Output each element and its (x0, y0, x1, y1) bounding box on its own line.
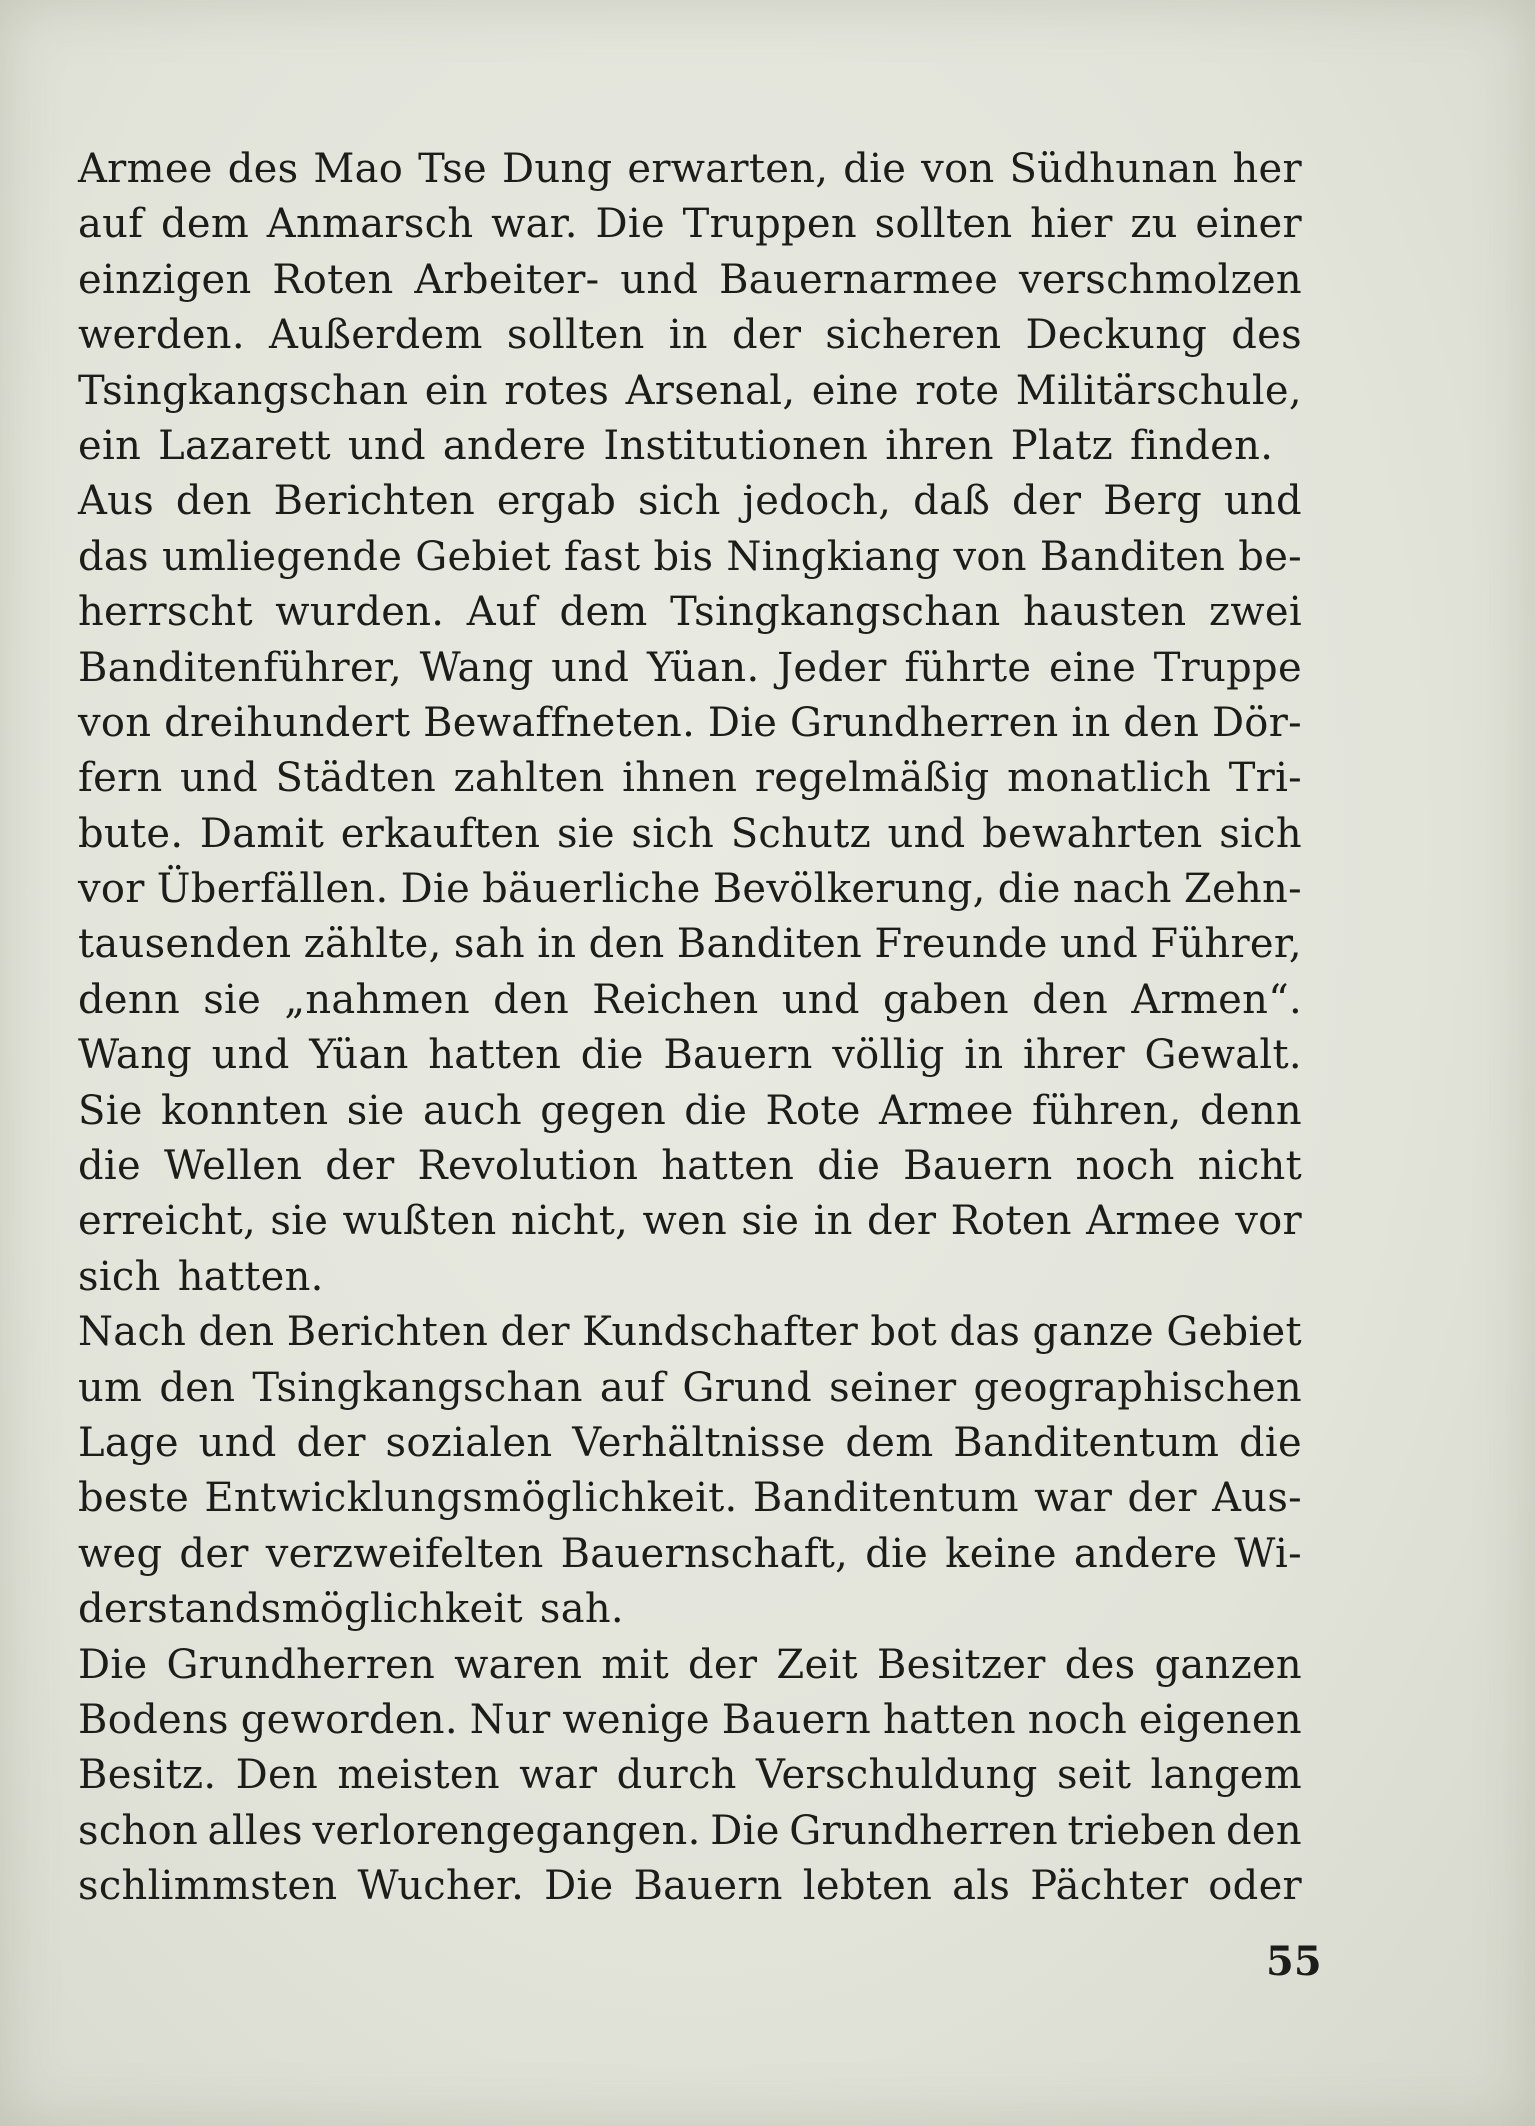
word: Bauern (721, 1696, 872, 1743)
word: Tse (418, 146, 488, 192)
word: Wang (78, 1032, 193, 1079)
word: den (159, 1364, 236, 1411)
word: Führer, (1150, 921, 1302, 968)
word: einzigen (78, 256, 252, 303)
text-line (78, 641, 1302, 696)
word: schon (78, 1807, 199, 1854)
word: verzweifelten (265, 1530, 544, 1577)
word: weg (78, 1530, 163, 1577)
word: Arbeiter- (414, 256, 600, 303)
word: sozialen (385, 1419, 553, 1466)
word: dreihundert (164, 699, 411, 746)
word: des (227, 146, 299, 192)
word: zahlten (453, 755, 605, 802)
word: Jeder (777, 644, 887, 691)
word: in (1071, 699, 1111, 746)
word: Deckung (1025, 312, 1208, 359)
word: erkauften (340, 810, 541, 857)
word: nach (1072, 866, 1172, 913)
word: um (78, 1364, 143, 1411)
word: Wang (419, 644, 534, 691)
word: Grundherren (789, 1807, 1058, 1854)
word: werden. (78, 312, 245, 359)
word: vor (78, 866, 145, 913)
word: in (537, 921, 577, 968)
word: der (1127, 1475, 1197, 1522)
text-line (78, 142, 1302, 197)
word: Militärschule, (1015, 367, 1302, 414)
word: meisten (337, 1752, 500, 1799)
word: der (296, 1419, 366, 1466)
word: erreicht, (78, 1198, 257, 1245)
word: Wucher. (357, 1863, 525, 1910)
word: rote (915, 367, 1000, 414)
word: Revolution (417, 1143, 639, 1190)
word: bis (653, 533, 714, 580)
word: der (325, 1143, 395, 1190)
word: den (493, 976, 570, 1023)
word: die (865, 1530, 929, 1577)
word: Armee (878, 1087, 1014, 1134)
word: Banditenführer, (78, 644, 402, 691)
word: des (1064, 1641, 1136, 1688)
word: erwarten, (627, 146, 829, 192)
word: den (1225, 1807, 1302, 1854)
word: dem (845, 1419, 934, 1466)
word: „nahmen (284, 976, 470, 1023)
word: Bauern (663, 1032, 813, 1079)
word: hausten (1022, 589, 1187, 636)
word: Berg (1103, 478, 1203, 525)
word: Zehn- (1183, 866, 1302, 913)
word: noch (1075, 1143, 1175, 1190)
word: als (952, 1863, 1011, 1910)
word: ganze (1032, 1309, 1155, 1356)
word: völlig (832, 1032, 945, 1079)
word: derstandsmöglichkeit (78, 1586, 523, 1633)
word: andere (442, 422, 587, 469)
word: die (684, 1087, 748, 1134)
word: schlimmsten (78, 1863, 338, 1910)
word: dem (161, 201, 250, 248)
word: die (817, 1143, 881, 1190)
word: Verschuldung (756, 1752, 1038, 1799)
word: hatten (661, 1143, 795, 1190)
text-line (78, 1582, 1302, 1637)
word: fast (563, 533, 641, 580)
word: geographischen (973, 1364, 1302, 1411)
word: sie (270, 1198, 329, 1245)
word: dem (559, 589, 648, 636)
text-line (78, 917, 1302, 972)
word: Tsingkangschan (78, 367, 409, 414)
word: war. (491, 201, 578, 248)
word: Lage (78, 1419, 179, 1466)
word: wußten (342, 1198, 497, 1245)
word: ihnen (622, 755, 738, 802)
word: finden. (1130, 422, 1274, 469)
word: Aus- (1212, 1475, 1302, 1522)
word: die (997, 866, 1061, 913)
word: konnten (161, 1087, 329, 1134)
word: Zeit (776, 1641, 858, 1688)
text-line (78, 973, 1302, 1028)
word: Roten (950, 1198, 1072, 1245)
word: Die (710, 1807, 780, 1854)
word: jedoch, (742, 478, 892, 525)
word: das (949, 1309, 1021, 1356)
word: zählte, (303, 921, 442, 968)
word: Arsenal, (625, 367, 796, 414)
word: führen, (1032, 1087, 1182, 1134)
text-line (78, 1859, 1302, 1914)
word: und (551, 644, 630, 691)
word: hatten (428, 1032, 562, 1079)
word: Besitz. (78, 1752, 217, 1799)
text-line (78, 585, 1302, 640)
word: Platz (1010, 422, 1113, 469)
word: Die (400, 866, 471, 913)
word: auf (78, 201, 144, 248)
text-line (78, 1139, 1302, 1194)
word: gegen (540, 1087, 667, 1134)
word: von (953, 533, 1027, 580)
word: Außerdem (268, 312, 483, 359)
word: Bauernarmee (719, 256, 999, 303)
word: tausenden (78, 921, 292, 968)
word: Bevölkerung, (712, 866, 986, 913)
text-line (78, 751, 1302, 806)
text-line (78, 308, 1302, 363)
word: der (731, 312, 802, 359)
word: Überfällen. (156, 866, 389, 913)
word: bute. (78, 810, 184, 857)
word: daß (913, 478, 991, 525)
word: Bauern (633, 1863, 783, 1910)
text-line (78, 474, 1302, 529)
word: Yüan. (646, 644, 760, 691)
word: mit (601, 1641, 669, 1688)
word: der (688, 1641, 758, 1688)
word: sah. (539, 1586, 624, 1633)
word: bot (870, 1309, 938, 1356)
word: sicheren (825, 312, 1002, 359)
word: regelmäßig (754, 755, 990, 802)
text-line (78, 1638, 1302, 1693)
word: waren (454, 1641, 583, 1688)
word: Bauern (903, 1143, 1053, 1190)
word: Wellen (163, 1143, 303, 1190)
word: auf (599, 1364, 666, 1411)
word: und (347, 422, 426, 469)
word: führte (904, 644, 1032, 691)
word: Truppe (1153, 644, 1302, 691)
word: bäuerliche (482, 866, 701, 913)
text-line (78, 807, 1302, 862)
word: wenige (562, 1696, 710, 1743)
word: von (78, 699, 152, 746)
text-line (78, 696, 1302, 751)
word: Dung (501, 146, 613, 192)
word: Mao (313, 146, 404, 192)
word: Gebiet (415, 533, 551, 580)
word: und (211, 1032, 290, 1079)
word: sich (638, 478, 721, 525)
word: des (1231, 312, 1302, 359)
word: die (843, 146, 907, 192)
word: Truppen (682, 201, 857, 248)
word: sie (203, 976, 262, 1023)
word: monatlich (1007, 755, 1212, 802)
word: nicht, (510, 1198, 629, 1245)
text-line (78, 530, 1302, 585)
word: den (1032, 976, 1109, 1023)
word: ganzen (1154, 1641, 1302, 1688)
word: in (668, 312, 708, 359)
word: Den (235, 1752, 319, 1799)
word: und (180, 755, 259, 802)
word: eigenen (1138, 1696, 1302, 1743)
word: Freunde (874, 921, 1048, 968)
word: ihrer (1022, 1032, 1125, 1079)
word: seit (1056, 1752, 1132, 1799)
word: ergab (496, 478, 617, 525)
word: denn (1199, 1087, 1302, 1134)
text-line (78, 1250, 1302, 1305)
word: Banditen (1039, 533, 1226, 580)
word: Armen“. (1131, 976, 1302, 1023)
word: ein (424, 367, 488, 414)
text-line (78, 862, 1302, 917)
text-line (78, 1194, 1302, 1249)
text-line (78, 1416, 1302, 1471)
word: Tri- (1228, 755, 1302, 802)
text-line (78, 1084, 1302, 1139)
word: das (78, 533, 149, 580)
word: alles (207, 1807, 303, 1854)
word: Sie (78, 1087, 143, 1134)
word: Armee (1086, 1198, 1221, 1245)
word: Yüan (309, 1032, 409, 1079)
word: geworden. (240, 1696, 458, 1743)
word: Aus (78, 478, 155, 525)
word: eine (1048, 644, 1137, 691)
text-line (78, 1804, 1302, 1859)
word: Besitzer (876, 1641, 1046, 1688)
word: Lazarett (158, 422, 331, 469)
word: Pächter (1030, 1863, 1189, 1910)
word: der (867, 1198, 937, 1245)
word: und (620, 256, 699, 303)
word: trieben (1067, 1807, 1217, 1854)
text-line (78, 253, 1302, 308)
word: Kundschafter (582, 1309, 859, 1356)
word: hier (1030, 201, 1113, 248)
word: beste (78, 1475, 190, 1522)
word: durch (616, 1752, 737, 1799)
word: Verhältnisse (572, 1419, 826, 1466)
word: Tsingkangschan (670, 589, 1001, 636)
word: wen (642, 1198, 728, 1245)
word: her (1232, 146, 1302, 192)
word: sich (631, 810, 715, 857)
word: den (1123, 699, 1200, 746)
word: Grundherren (790, 699, 1059, 746)
word: Armee (78, 146, 213, 192)
word: sich (1219, 810, 1302, 857)
word: der (179, 1530, 249, 1577)
page-number: 55 (1266, 1938, 1322, 1985)
word: den (175, 478, 252, 525)
word: in (813, 1198, 853, 1245)
word: zu (1130, 201, 1178, 248)
word: Grundherren (166, 1641, 436, 1688)
word: den (588, 921, 665, 968)
word: Bauernschaft, (560, 1530, 849, 1577)
word: Nach (78, 1309, 187, 1356)
word: zwei (1208, 589, 1302, 636)
word: die (78, 1143, 141, 1190)
word: die (1239, 1419, 1302, 1466)
word: einer (1195, 201, 1302, 248)
word: bewahrten (982, 810, 1203, 857)
word: noch (1027, 1696, 1128, 1743)
word: herrscht (78, 589, 253, 636)
word: Gebiet (1166, 1309, 1302, 1356)
word: Schutz (730, 810, 871, 857)
word: keine (945, 1530, 1057, 1577)
word: und (1060, 921, 1139, 968)
word: der (500, 1309, 570, 1356)
word: sollten (874, 201, 1013, 248)
word: seiner (829, 1364, 957, 1411)
word: war (519, 1752, 598, 1799)
word: Wi- (1234, 1530, 1302, 1577)
word: ihren (885, 422, 994, 469)
word: Roten (272, 256, 394, 303)
word: denn (78, 976, 181, 1023)
text-line (78, 1748, 1302, 1803)
text-line (78, 1527, 1302, 1582)
word: hatten. (177, 1253, 324, 1300)
word: lebten (802, 1863, 933, 1910)
word: langem (1150, 1752, 1302, 1799)
word: Banditentum (752, 1475, 1019, 1522)
word: Südhunan (1009, 146, 1218, 192)
word: Nur (469, 1696, 551, 1743)
word: Die (707, 699, 778, 746)
word: Banditentum (953, 1419, 1220, 1466)
word: Tsingkangschan (252, 1364, 583, 1411)
word: und (887, 810, 966, 857)
text-line (78, 197, 1302, 252)
word: Rote (765, 1087, 861, 1134)
word: sich (78, 1253, 161, 1300)
word: ein (78, 422, 142, 469)
word: sah (453, 921, 525, 968)
text-line (78, 1471, 1302, 1526)
word: Auf (466, 589, 538, 636)
word: Die (78, 1641, 148, 1688)
word: von (921, 146, 995, 192)
word: oder (1208, 1863, 1302, 1910)
text-line (78, 1361, 1302, 1416)
word: verlorengegangen. (312, 1807, 701, 1854)
word: rotes (504, 367, 610, 414)
word: fern (78, 755, 163, 802)
word: in (964, 1032, 1004, 1079)
text-line (78, 364, 1302, 419)
word: Banditen (676, 921, 863, 968)
word: Bewaffneten. (423, 699, 696, 746)
word: Berichten (286, 1309, 489, 1356)
word: und (781, 976, 860, 1023)
word: sie (741, 1198, 800, 1245)
word: gaben (882, 976, 1009, 1023)
word: hatten (882, 1696, 1016, 1743)
word: nicht (1197, 1143, 1302, 1190)
word: be- (1238, 533, 1302, 580)
word: war (1034, 1475, 1113, 1522)
word: eine (811, 367, 899, 414)
word: Bodens (78, 1696, 229, 1743)
word: Reichen (592, 976, 759, 1023)
word: Die (544, 1863, 614, 1910)
word: Gewalt. (1144, 1032, 1302, 1079)
word: andere (1073, 1530, 1218, 1577)
word: umliegende (161, 533, 403, 580)
word: sollten (506, 312, 645, 359)
word: wurden. (275, 589, 445, 636)
word: der (1011, 478, 1082, 525)
word: und (198, 1419, 277, 1466)
word: den (198, 1309, 275, 1356)
word: verschmolzen (1018, 256, 1302, 303)
text-line (78, 1028, 1302, 1083)
word: auch (422, 1087, 522, 1134)
text-line (78, 1305, 1302, 1360)
word: Grund (682, 1364, 813, 1411)
word: Anmarsch (266, 201, 474, 248)
text-line (78, 1693, 1302, 1748)
word: Institutionen (603, 422, 869, 469)
word: Berichten (273, 478, 476, 525)
word: und (1223, 478, 1302, 525)
text-line (78, 419, 1302, 474)
word: sie (346, 1087, 405, 1134)
word: sie (556, 810, 615, 857)
word: vor (1235, 1198, 1302, 1245)
word: die (580, 1032, 644, 1079)
body-text (78, 142, 1302, 1915)
word: Die (595, 201, 665, 248)
word: Damit (199, 810, 325, 857)
word: Dör- (1211, 699, 1302, 746)
word: Entwicklungsmöglichkeit. (204, 1475, 738, 1522)
word: Ningkiang (726, 533, 941, 580)
word: Städten (275, 755, 437, 802)
